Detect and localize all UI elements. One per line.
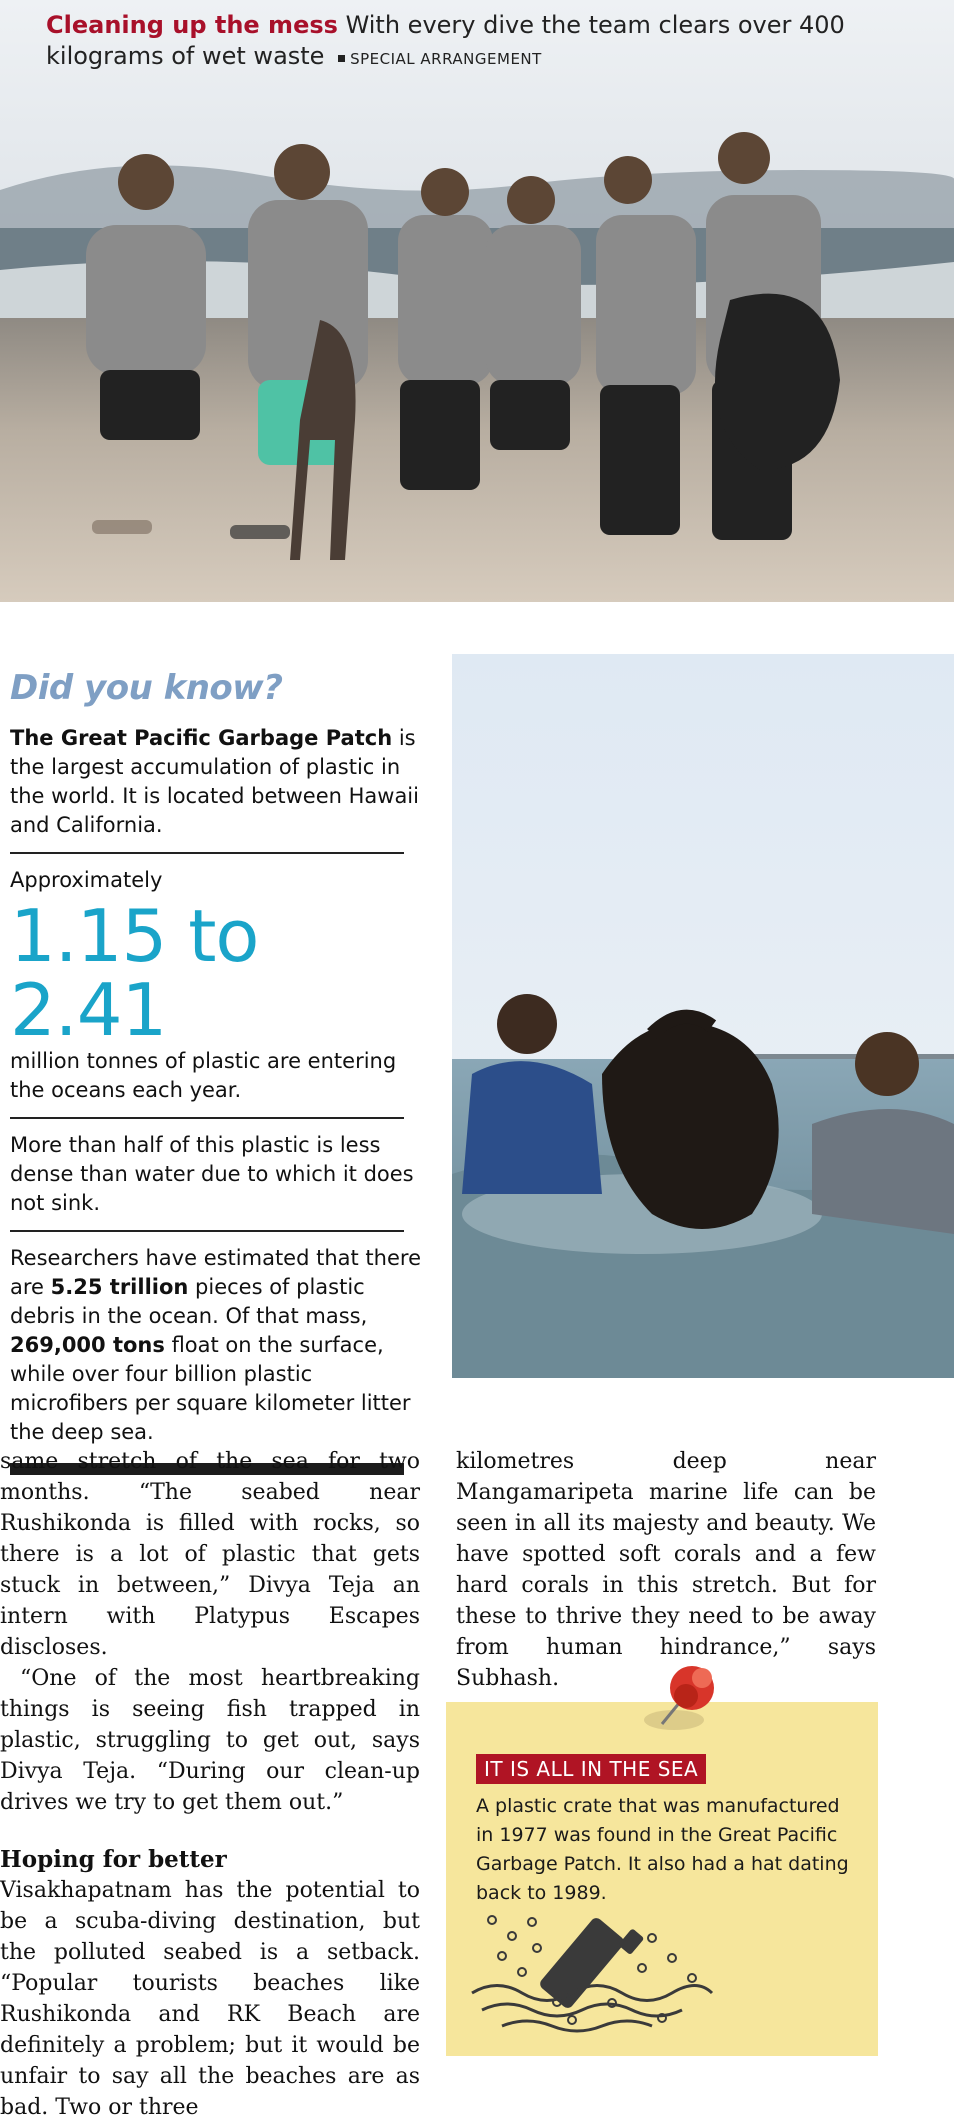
fact-researchers-tons: 269,000 tons [10, 1333, 165, 1357]
fact-garbage-patch [10, 724, 430, 840]
article-subhead: Hoping for better [0, 1846, 227, 1873]
water-cleanup-photo [452, 654, 954, 1378]
fact-researchers-c: pieces of plastic debris in the ocean. Of that mass, [10, 1275, 368, 1328]
push-pin-icon [632, 1658, 732, 1738]
article-column-left [0, 1446, 420, 2123]
fact-researchers-e: float on the surface, while over four billion plastic microfibers per square kilometer litter the deep sea. [10, 1333, 411, 1444]
article-paragraph: “One of the most heartbreaking things is seeing fish trapped in plastic, struggling to get out, says Divya Teja. “During our clean-up drives we try to get them out.” [0, 1666, 420, 1815]
sea-fact-tag: IT IS ALL IN THE SEA [476, 1754, 706, 1784]
sea-fact-text: A plastic crate that was manufactured in 1977 was found in the Great Pacific Garbage Patch. It also had a hat dating back to 1989. [476, 1795, 849, 1904]
divider [10, 1117, 404, 1119]
fact-researchers [10, 1244, 430, 1447]
fact-density: More than half of this plastic is less dense than water due to which it does not sink. [10, 1133, 414, 1215]
caption-headline: Cleaning up the mess [46, 11, 338, 39]
article-column-right [456, 1446, 876, 1694]
article-paragraph: same stretch of the sea for two months. “The seabed near Rushikonda is filled with rocks, so there is a lot of plastic that gets stuck in between,” Divya Teja an intern with Platypus Escapes discloses. [0, 1449, 420, 1660]
divider [10, 1230, 404, 1232]
fact-garbage-patch-bold: The Great Pacific Garbage Patch [10, 726, 393, 750]
photo-caption [46, 10, 926, 75]
beach-team-illustration [0, 0, 954, 602]
beach-team-photo [0, 0, 954, 602]
fact-researchers-a: Researchers have estimated that there are [10, 1246, 421, 1299]
fact-tonnes-text: million tonnes of plastic are entering the oceans each year. [10, 1049, 397, 1102]
did-you-know-title: Did you know? [10, 668, 283, 708]
fact-researchers-trillion: 5.25 trillion [50, 1275, 189, 1299]
bottle-in-waves-icon [462, 1908, 722, 2038]
caption-credit: SPECIAL ARRANGEMENT [338, 50, 542, 68]
divider [10, 852, 404, 854]
did-you-know-panel [10, 668, 430, 1475]
article-paragraph: kilometres deep near Mangamaripeta marine life can be seen in all its majesty and beauty. We have spotted soft corals and a few hard corals in this stretch. But for these to thrive they need to be away from human hindrance,” says Subhash. [456, 1449, 876, 1691]
fact-approx-lead: Approximately [10, 868, 163, 892]
fact-big-number: 1.15 to 2.41 [10, 894, 259, 1052]
water-cleanup-illustration [452, 654, 954, 1378]
caption-body: With every dive the team clears over 400 kilograms of wet waste [46, 11, 845, 70]
sea-fact-box [446, 1702, 878, 2056]
fact-garbage-patch-text: is the largest accumulation of plastic in the world. It is located between Hawaii and California. [10, 726, 419, 837]
article-paragraph: Visakhapatnam has the potential to be a scuba-diving destination, but the polluted seabed is a setback. “Popular tourists beaches like Rushikonda and RK Beach are definitely a problem; but it would be unfair to say all the beaches are as bad. Two or three [0, 1878, 420, 2120]
